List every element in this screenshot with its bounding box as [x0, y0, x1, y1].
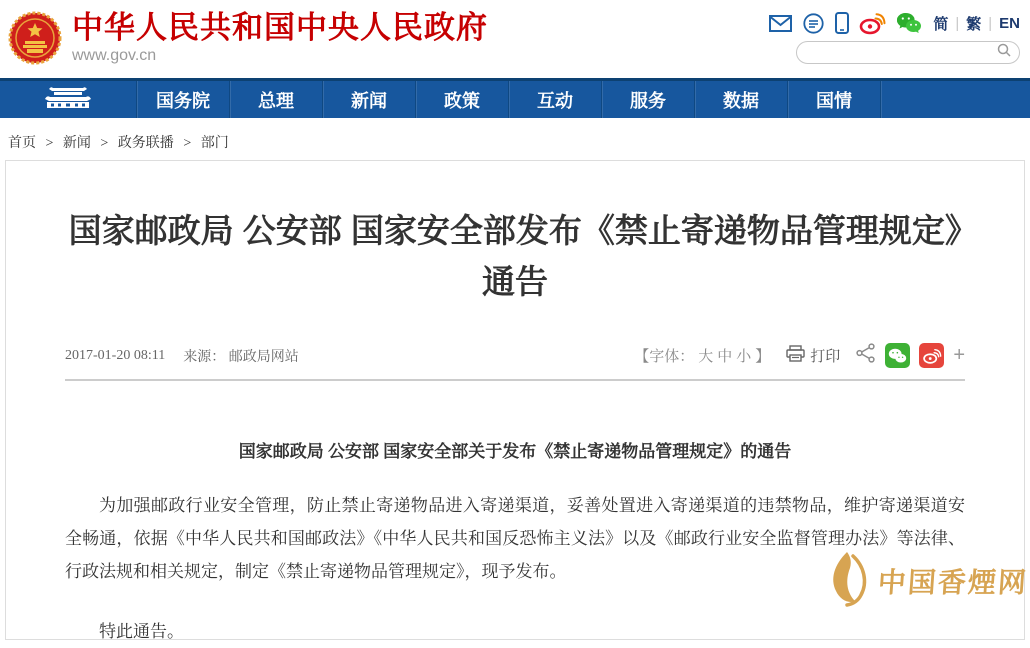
article-source	[183, 346, 299, 366]
article-paragraph: 为加强邮政行业安全管理，防止禁止寄递物品进入寄递渠道，妥善处置进入寄递渠道的违禁物品，维护寄递渠道安全畅通，依据《中华人民共和国邮政法》《中华人民共和国反恐怖主义法》以及《邮政行业安全监督管理办法》等法律、行政法规和相关规定，制定《禁止寄递物品管理规定》，现予发布。	[65, 496, 965, 582]
breadcrumb	[0, 118, 1030, 165]
print-label: 打印	[810, 349, 841, 366]
lang-simplified[interactable]: 简	[933, 15, 949, 33]
nav-filler	[880, 81, 1030, 118]
nav-home-button[interactable]	[0, 81, 136, 118]
nav-item-interaction[interactable]: 互动	[508, 81, 601, 118]
nav-item-news[interactable]: 新闻	[322, 81, 415, 118]
site-header	[0, 0, 1030, 78]
site-brand[interactable]	[8, 0, 488, 78]
main-nav	[0, 78, 1030, 118]
breadcrumb-news[interactable]: 新闻	[62, 136, 91, 151]
search-icon[interactable]	[997, 43, 1011, 62]
lang-separator: |	[988, 14, 993, 32]
breadcrumb-separator: >	[45, 136, 54, 151]
search-box[interactable]	[796, 41, 1020, 64]
lang-separator: |	[955, 14, 960, 32]
print-button[interactable]	[786, 345, 840, 367]
breadcrumb-separator: >	[100, 136, 109, 151]
source-label: 来源：	[183, 349, 226, 365]
lang-traditional[interactable]: 繁	[966, 15, 982, 33]
article-container	[5, 160, 1025, 640]
breadcrumb-separator: >	[183, 136, 192, 151]
share-wechat-button[interactable]	[885, 343, 910, 368]
nav-item-national[interactable]: 国情	[787, 81, 880, 118]
breadcrumb-home[interactable]: 首页	[8, 136, 36, 151]
font-size-controls	[634, 345, 770, 366]
source-value[interactable]: 邮政局网站	[228, 349, 299, 365]
message-icon[interactable]	[803, 13, 824, 34]
nav-item-services[interactable]: 服务	[601, 81, 694, 118]
article-subtitle: 国家邮政局 公安部 国家安全部关于发布《禁止寄递物品管理规定》的通告	[238, 442, 792, 462]
lang-english[interactable]: EN	[999, 14, 1020, 32]
font-size-medium[interactable]: 中	[717, 349, 733, 366]
watermark-text: 中国香煙网	[876, 567, 1029, 599]
brand-text	[72, 9, 488, 65]
nav-item-state-council[interactable]: 国务院	[136, 81, 229, 118]
breadcrumb-departments[interactable]: 部门	[200, 136, 229, 151]
more-share-button[interactable]: +	[953, 344, 965, 367]
weibo-icon[interactable]	[860, 12, 885, 34]
language-switcher	[933, 13, 1020, 34]
article-meta-row	[65, 343, 965, 368]
nav-item-premier[interactable]: 总理	[229, 81, 322, 118]
article-date: 2017-01-20 08:11	[65, 347, 166, 363]
font-size-suffix: 】	[755, 349, 771, 366]
header-icon-row	[769, 12, 1020, 34]
mobile-icon[interactable]	[835, 12, 849, 34]
printer-icon	[786, 345, 805, 367]
font-size-small[interactable]: 小	[736, 349, 752, 366]
email-icon[interactable]	[769, 15, 792, 32]
header-utilities	[769, 0, 1020, 78]
share-icon[interactable]	[856, 343, 876, 368]
meta-divider	[65, 379, 965, 381]
share-group	[856, 343, 965, 368]
tiananmen-icon	[37, 84, 99, 115]
article-paragraph: 特此通告。	[99, 622, 184, 642]
article-title: 国家邮政局 公安部 国家安全部发布《禁止寄递物品管理规定》通告	[68, 212, 962, 301]
font-size-large[interactable]: 大	[698, 349, 714, 366]
national-emblem-icon	[8, 9, 62, 67]
wechat-icon[interactable]	[896, 12, 922, 34]
site-title: 中华人民共和国中央人民政府	[72, 10, 488, 45]
share-weibo-button[interactable]	[919, 343, 944, 368]
site-url: www.gov.cn	[72, 47, 157, 64]
breadcrumb-govt-broadcast[interactable]: 政务联播	[117, 136, 174, 151]
nav-item-data[interactable]: 数据	[694, 81, 787, 118]
nav-item-policy[interactable]: 政策	[415, 81, 508, 118]
search-input[interactable]	[805, 45, 997, 60]
font-size-prefix: 【字体：	[634, 349, 695, 366]
